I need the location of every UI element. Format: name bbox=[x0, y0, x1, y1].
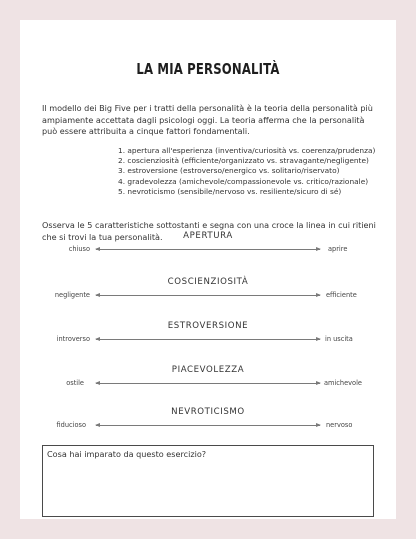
arrow-left-icon bbox=[95, 293, 100, 297]
arrow-left-icon bbox=[95, 381, 100, 385]
trait-item-neuroticism: 5. nevroticismo (sensibile/nervoso vs. resiliente/sicuro di sé) bbox=[118, 186, 342, 196]
scale-left-label: chiuso bbox=[68, 245, 90, 253]
scale-right-label: in uscita bbox=[325, 335, 353, 343]
trait-item-conscientiousness: 2. coscienziosità (efficiente/organizzato vs. stravagante/negligente) bbox=[118, 156, 369, 166]
arrow-left-icon bbox=[95, 423, 100, 427]
arrow-left-icon bbox=[95, 247, 100, 251]
worksheet-page bbox=[20, 20, 396, 519]
scale-left-label: fiducioso bbox=[56, 421, 86, 429]
scale-line[interactable] bbox=[96, 249, 320, 250]
scale-title: APERTURA bbox=[183, 231, 233, 241]
trait-item-extraversion: 3. estroversione (estroverso/energico vs. solitario/riservato) bbox=[118, 166, 340, 176]
scale-left-label: introverso bbox=[56, 335, 90, 343]
trait-item-agreeableness: 4. gradevolezza (amichevole/compassionevole vs. critico/razionale) bbox=[118, 176, 369, 186]
scale-extraversion bbox=[20, 321, 396, 351]
scale-title: ESTROVERSIONE bbox=[167, 321, 249, 331]
scale-line[interactable] bbox=[96, 425, 320, 426]
scale-left-label: negligente bbox=[54, 291, 90, 299]
trait-item-openness: 1. apertura all'esperienza (inventiva/curiosità vs. coerenza/prudenza) bbox=[118, 146, 376, 155]
arrow-left-icon bbox=[95, 337, 100, 341]
scale-left-label: ostile bbox=[66, 379, 84, 387]
instruction-paragraph: Osserva le 5 caratteristiche sottostanti e segna con una croce la linea in cui ritieni che si trovi la tua personalità. bbox=[42, 220, 376, 242]
scale-right-label: efficiente bbox=[326, 291, 357, 299]
scale-openness bbox=[20, 231, 396, 261]
arrow-right-icon bbox=[316, 423, 321, 427]
scale-neuroticism bbox=[20, 407, 396, 437]
scale-title: NEVROTICISMO bbox=[171, 407, 245, 417]
intro-paragraph: Il modello dei Big Five per i tratti della personalità è la teoria della personalità più ampiamente accettata dagli psicologi oggi. La teoria afferma che la personalità può essere attribuita a cinque fattori fondamentali. bbox=[42, 103, 373, 136]
scale-line[interactable] bbox=[96, 295, 320, 296]
answer-box[interactable] bbox=[42, 445, 374, 517]
traits-list bbox=[118, 146, 388, 197]
scale-agreeableness bbox=[20, 365, 396, 395]
scale-line[interactable] bbox=[96, 339, 320, 340]
arrow-right-icon bbox=[316, 293, 321, 297]
scale-conscientiousness bbox=[20, 277, 396, 307]
scale-line[interactable] bbox=[96, 383, 320, 384]
arrow-right-icon bbox=[316, 381, 321, 385]
arrow-right-icon bbox=[316, 247, 321, 251]
answer-prompt: Cosa hai imparato da questo esercizio? bbox=[47, 449, 207, 459]
scale-right-label: nervoso bbox=[326, 421, 353, 429]
scale-title: COSCIENZIOSITÀ bbox=[167, 277, 249, 287]
scale-right-label: aprire bbox=[328, 245, 348, 253]
page-title: LA MIA PERSONALITÀ bbox=[136, 60, 280, 78]
arrow-right-icon bbox=[316, 337, 321, 341]
scale-right-label: amichevole bbox=[324, 379, 362, 387]
scale-title: PIACEVOLEZZA bbox=[171, 365, 245, 375]
